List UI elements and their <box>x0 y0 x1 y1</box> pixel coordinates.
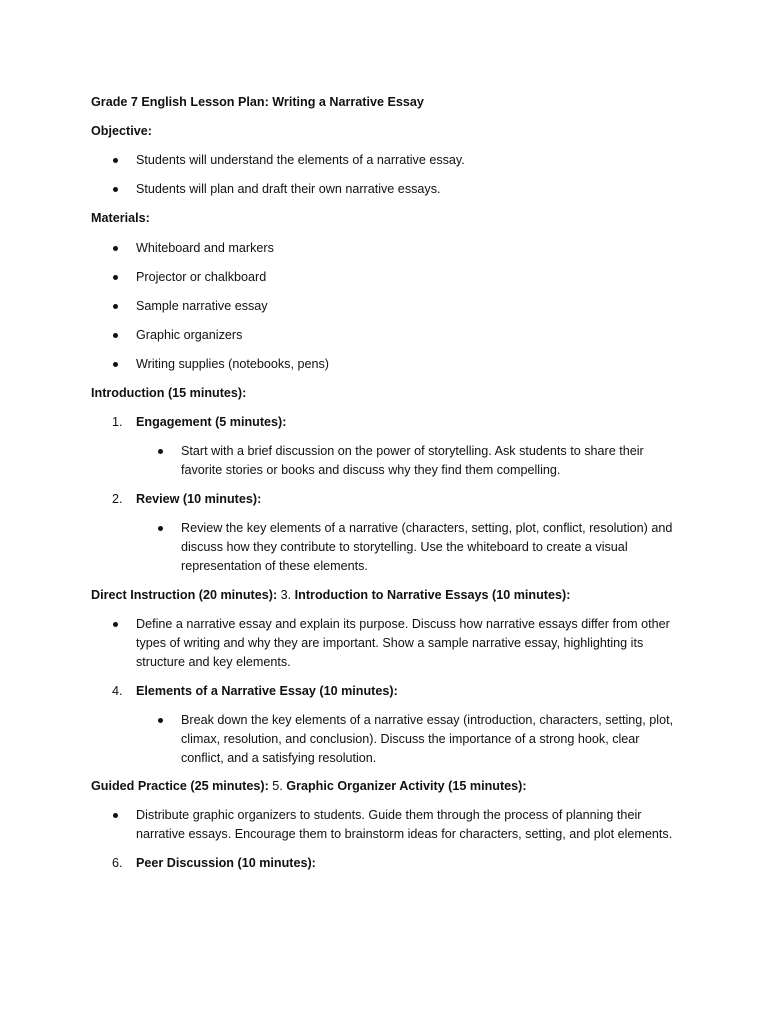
document-title: Grade 7 English Lesson Plan: Writing a Narrative Essay <box>91 95 424 109</box>
bullet-icon <box>158 718 163 723</box>
paragraph-text: Distribute graphic organizers to students. Guide them through the process of planning their <box>136 808 642 822</box>
objective-item-text: Students will plan and draft their own narrative essays. <box>136 182 441 196</box>
inline-step-title: Graphic Organizer Activity (15 minutes): <box>286 779 527 793</box>
bullet-icon <box>113 275 118 280</box>
inline-step-number: 5. <box>272 779 283 793</box>
materials-item-text: Graphic organizers <box>136 328 243 342</box>
step-detail-text: Break down the key elements of a narrative essay (introduction, characters, setting, plot, <box>181 713 674 727</box>
guided-practice-heading-group <box>91 777 527 796</box>
step-title: Peer Discussion (10 minutes): <box>136 856 316 870</box>
introduction-heading: Introduction (15 minutes): <box>91 386 247 400</box>
bullet-icon <box>113 158 118 163</box>
materials-heading: Materials: <box>91 211 150 225</box>
step-title: Review (10 minutes): <box>136 492 262 506</box>
paragraph-text: narrative essays. Encourage them to brainstorm ideas for characters, setting, and plot elements. <box>136 827 673 841</box>
guided-practice-heading: Guided Practice (25 minutes): <box>91 779 269 793</box>
paragraph-text: types of writing and why they are important. Show a sample narrative essay, highlighting its <box>136 636 644 650</box>
step-number: 1. <box>112 415 123 429</box>
step-detail-text: favorite stories or books and discuss why they find them compelling. <box>181 463 561 477</box>
step-title: Engagement (5 minutes): <box>136 415 287 429</box>
objective-heading: Objective: <box>91 124 152 138</box>
step-detail-text: climax, resolution, and conclusion). Discuss the importance of a strong hook, clear <box>181 732 640 746</box>
bullet-icon <box>158 449 163 454</box>
step-detail-text: Review the key elements of a narrative (characters, setting, plot, conflict, resolution) and <box>181 521 673 535</box>
materials-item-text: Projector or chalkboard <box>136 270 267 284</box>
paragraph-text: Define a narrative essay and explain its purpose. Discuss how narrative essays differ from other <box>136 617 670 631</box>
paragraph-text: structure and key elements. <box>136 655 291 669</box>
step-detail-text: Start with a brief discussion on the power of storytelling. Ask students to share their <box>181 444 644 458</box>
bullet-icon <box>113 362 118 367</box>
bullet-icon <box>113 622 118 627</box>
direct-instruction-heading: Direct Instruction (20 minutes): <box>91 588 278 602</box>
step-title: Elements of a Narrative Essay (10 minutes): <box>136 684 398 698</box>
inline-step-number: 3. <box>280 588 292 602</box>
step-detail-text: conflict, and a satisfying resolution. <box>181 751 377 765</box>
step-number: 2. <box>112 492 123 506</box>
bullet-icon <box>113 333 118 338</box>
direct-instruction-heading-group <box>91 586 570 605</box>
step-number: 4. <box>112 684 123 698</box>
step-number: 6. <box>112 856 123 870</box>
step-detail-text: discuss how they contribute to storytelling. Use the whiteboard to create a visual <box>181 540 628 554</box>
bullet-icon <box>158 526 163 531</box>
bullet-icon <box>113 304 118 309</box>
bullet-icon <box>113 246 118 251</box>
objective-item-text: Students will understand the elements of a narrative essay. <box>136 153 465 167</box>
bullet-icon <box>113 187 118 192</box>
materials-item-text: Writing supplies (notebooks, pens) <box>136 357 329 371</box>
materials-item-text: Whiteboard and markers <box>136 241 274 255</box>
inline-step-title: Introduction to Narrative Essays (10 minutes): <box>294 588 571 602</box>
materials-item-text: Sample narrative essay <box>136 299 268 313</box>
bullet-icon <box>113 813 118 818</box>
step-detail-text: representation of these elements. <box>181 559 368 573</box>
